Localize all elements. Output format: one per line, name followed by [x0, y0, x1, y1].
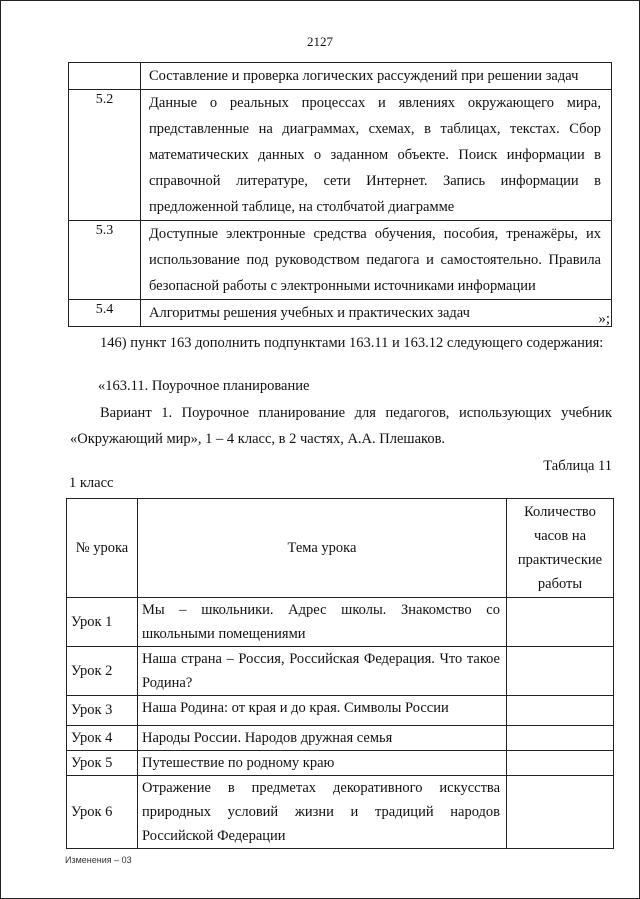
table-row [67, 696, 614, 726]
table-row [69, 300, 612, 327]
row-number [69, 63, 141, 90]
lesson-topic: Наша Родина: от края и до края. Символы России [138, 696, 507, 726]
lesson-number: Урок 2 [67, 647, 138, 696]
amendment-paragraph: 146) пункт 163 дополнить подпунктами 163.11 и 163.12 следующего содержания: [100, 335, 604, 351]
lesson-hours [507, 696, 614, 726]
table-row [67, 776, 614, 849]
header-lesson-number: № урока [67, 499, 138, 598]
lesson-topic: Мы – школьники. Адрес школы. Знакомство со школьными помещениями [138, 598, 507, 647]
header-practical-hours: Количество часов на практические работы [507, 499, 614, 598]
lesson-hours [507, 647, 614, 696]
lesson-hours [507, 598, 614, 647]
lesson-topic: Народы России. Народов дружная семья [138, 726, 507, 751]
table-header-row [67, 499, 614, 598]
row-text: Доступные электронные средства обучения, пособия, тренажёры, их использование под руководством педагога и самостоятельно. Правила безопасной работы с электронными источниками информации [141, 221, 612, 300]
lesson-topic: Отражение в предметах декоративного искусства природных условий жизни и традиций народов Российской Федерации [138, 776, 507, 849]
table-row [67, 726, 614, 751]
table-row [69, 90, 612, 221]
lesson-hours [507, 751, 614, 776]
row-text: Алгоритмы решения учебных и практических задач [141, 300, 612, 327]
lesson-topic: Путешествие по родному краю [138, 751, 507, 776]
row-number: 5.3 [69, 221, 141, 300]
footer-revision-note: Изменения – 03 [65, 855, 132, 865]
lesson-hours [507, 776, 614, 849]
table-row [67, 751, 614, 776]
row-text: Составление и проверка логических рассуждений при решении задач [141, 63, 612, 90]
lesson-number: Урок 4 [67, 726, 138, 751]
lesson-number: Урок 1 [67, 598, 138, 647]
table-row [69, 63, 612, 90]
row-number: 5.2 [69, 90, 141, 221]
table-caption: Таблица 11 [543, 458, 612, 474]
lesson-number: Урок 5 [67, 751, 138, 776]
lesson-hours [507, 726, 614, 751]
lesson-topic: Наша страна – Россия, Российская Федерация. Что такое Родина? [138, 647, 507, 696]
lesson-plan-table [66, 498, 614, 849]
page-number: 2127 [307, 34, 333, 49]
row-number: 5.4 [69, 300, 141, 327]
table-row [67, 647, 614, 696]
closing-quote: »; [598, 311, 610, 327]
section-heading: «163.11. Поурочное планирование [98, 378, 310, 394]
header-lesson-topic: Тема урока [138, 499, 507, 598]
curriculum-continuation-table [68, 62, 612, 327]
variant-paragraph: Вариант 1. Поурочное планирование для педагогов, использующих учебник «Окружающий мир», 1 – 4 класс, в 2 частях, А.А. Плешаков. [70, 405, 612, 447]
lesson-number: Урок 3 [67, 696, 138, 726]
lesson-number: Урок 6 [67, 776, 138, 849]
table-row [67, 598, 614, 647]
row-text: Данные о реальных процессах и явлениях окружающего мира, представленные на диаграммах, схемах, в таблицах, текстах. Сбор математических данных о заданном объекте. Поиск информации в справочной литературе, сети Интернет. Запись информации в предложенной таблице, на столбчатой диаграмме [141, 90, 612, 221]
grade-label: 1 класс [69, 475, 114, 491]
table-row [69, 221, 612, 300]
